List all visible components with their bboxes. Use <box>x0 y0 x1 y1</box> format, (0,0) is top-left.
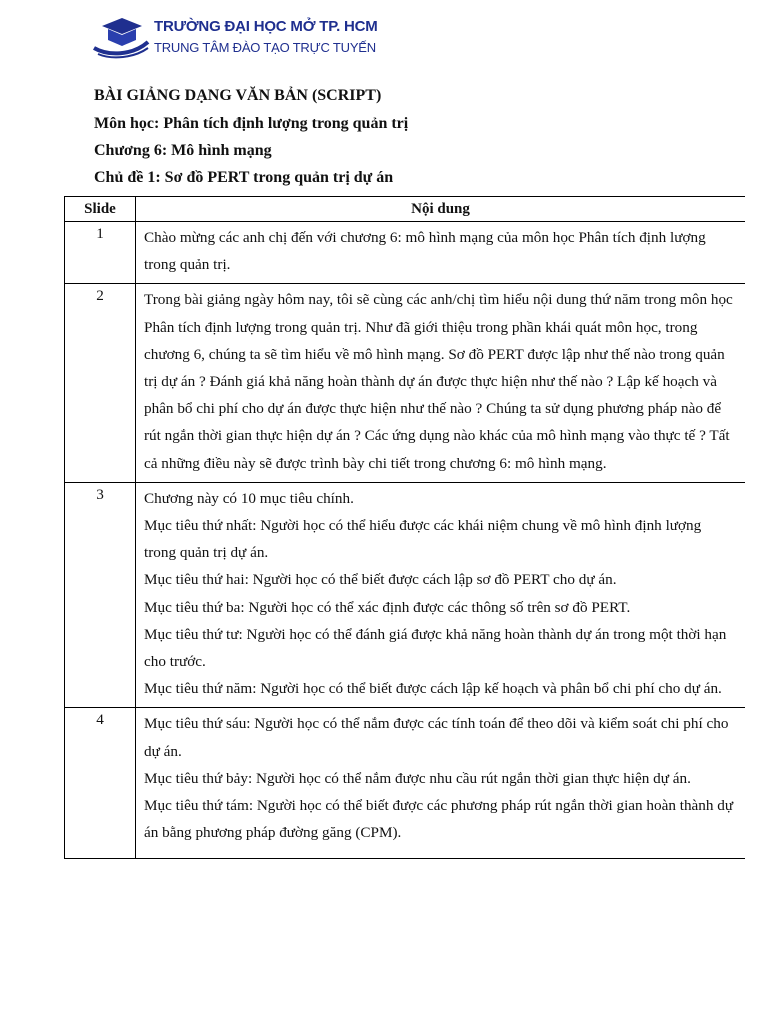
content-paragraph: Mục tiêu thứ tám: Người học có thể biết được các phương pháp rút ngắn thời gian hoàn thành dự án bằng phương pháp đường găng (CPM). <box>144 797 734 842</box>
slide-content <box>136 482 746 708</box>
content-paragraph: Mục tiêu thứ nhất: Người học có thể hiểu được các khái niệm chung về mô hình định lượng trong quản trị dự án. <box>144 517 702 562</box>
slide-number: 4 <box>65 708 136 859</box>
content-column-header: Nội dung <box>136 197 746 222</box>
content-paragraph: Chào mừng các anh chị đến với chương 6: mô hình mạng của môn học Phân tích định lượng trong quản trị. <box>144 229 706 274</box>
subject-line: Môn học: Phân tích định lượng trong quản trị <box>94 115 409 132</box>
topic-line: Chủ đề 1: Sơ đồ PERT trong quản trị dự án <box>94 169 394 186</box>
table-header-row <box>65 197 746 222</box>
table-row <box>65 482 746 708</box>
logo-center-name: TRUNG TÂM ĐÀO TẠO TRỰC TUYẾN <box>154 40 376 55</box>
slide-number: 2 <box>65 284 136 482</box>
slide-column-header: Slide <box>65 197 136 222</box>
chapter-line: Chương 6: Mô hình mạng <box>94 142 272 159</box>
document-title: BÀI GIẢNG DẠNG VĂN BẢN (SCRIPT) <box>94 87 382 104</box>
table-row <box>65 284 746 482</box>
content-paragraph: Mục tiêu thứ ba: Người học có thể xác định được các thông số trên sơ đồ PERT. <box>144 598 631 616</box>
slide-number: 3 <box>65 482 136 708</box>
slide-content <box>136 284 746 482</box>
slide-content <box>136 708 746 859</box>
table-row <box>65 708 746 859</box>
slide-number: 1 <box>65 222 136 284</box>
content-paragraph: Mục tiêu thứ hai: Người học có thể biết được cách lập sơ đồ PERT cho dự án. <box>144 571 617 589</box>
content-paragraph: Trong bài giảng ngày hôm nay, tôi sẽ cùng các anh/chị tìm hiểu nội dung thứ năm trong môn học Phân tích định lượng trong quản trị. Như đã giới thiệu trong phần khái quát môn học, trong chương 6, chúng ta sẽ tìm hiểu về mô hình mạng. Sơ đồ PERT được lập như thế nào trong quản trị dự án ? Đánh giá khả năng hoàn thành dự án được thực hiện như thế nào ? Lập kế hoạch và phân bổ chi phí cho dự án được thực hiện như thế nào ? Chúng ta sử dụng phương pháp nào để rút ngắn thời gian thực hiện dự án ? Các ứng dụng nào khác của mô hình mạng vào thực tế ? Tất cả những điều này sẽ được trình bày chi tiết trong chương 6: mô hình mạng. <box>144 291 733 472</box>
content-paragraph: Mục tiêu thứ sáu: Người học có thể nắm được các tính toán để theo dõi và kiểm soát chi phí cho dự án. <box>144 715 729 760</box>
content-paragraph: Chương này có 10 mục tiêu chính. <box>144 489 354 507</box>
content-paragraph: Mục tiêu thứ năm: Người học có thể biết được cách lập kế hoạch và phân bổ chi phí cho dự án. <box>144 680 722 698</box>
university-emblem-icon <box>92 16 150 60</box>
content-paragraph: Mục tiêu thứ tư: Người học có thể đánh giá được khả năng hoàn thành dự án trong một thời hạn cho trước. <box>144 625 727 671</box>
logo-university-name: TRƯỜNG ĐẠI HỌC MỞ TP. HCM <box>154 18 378 35</box>
table-row <box>65 222 746 284</box>
script-table <box>64 196 745 859</box>
university-logo <box>92 16 378 64</box>
content-paragraph: Mục tiêu thứ bảy: Người học có thể nắm được nhu cầu rút ngắn thời gian thực hiện dự án. <box>144 769 691 787</box>
slide-content <box>136 222 746 284</box>
